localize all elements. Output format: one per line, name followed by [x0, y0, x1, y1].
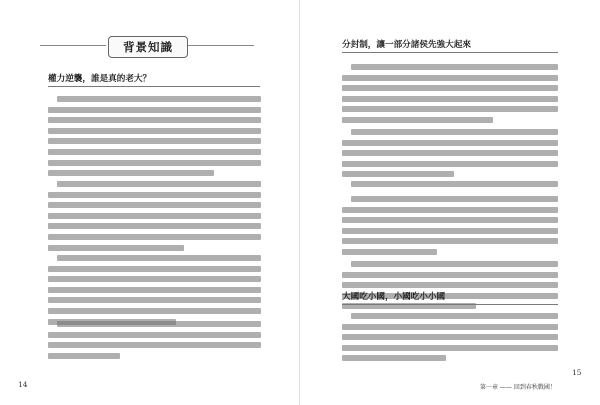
section-heading-underline — [48, 86, 260, 87]
body-paragraph-5 — [342, 64, 558, 123]
chapter-footer: 第一章 —— 回到春秋戰國！ — [480, 384, 556, 391]
page-number-left: 14 — [18, 380, 28, 389]
banner-title: 背景知識 — [123, 40, 173, 54]
right-page — [300, 0, 600, 405]
section-heading-fief-system: 分封制，讓一部分諸侯先強大起來 — [342, 40, 471, 50]
background-knowledge-banner — [108, 36, 188, 58]
page-number-right: 15 — [572, 368, 582, 377]
banner-right-rule — [188, 45, 254, 46]
body-paragraph-2 — [48, 181, 261, 251]
body-paragraph-1 — [48, 96, 261, 176]
body-paragraph-7 — [342, 181, 558, 187]
section-heading-big-eat-small: 大國吃小國，小國吃小小國 — [342, 292, 446, 302]
body-paragraph-4 — [48, 321, 261, 359]
section-heading-2-underline — [342, 304, 558, 305]
section-heading-power: 權力逆襲，誰是真的老大？ — [48, 74, 152, 84]
section-heading-1-underline — [342, 52, 558, 53]
body-paragraph-9 — [342, 261, 558, 309]
body-paragraph-8 — [342, 196, 558, 255]
body-paragraph-6 — [342, 129, 558, 177]
banner-left-rule — [40, 45, 106, 46]
body-paragraph-10 — [342, 313, 558, 361]
body-paragraph-3 — [48, 255, 261, 325]
